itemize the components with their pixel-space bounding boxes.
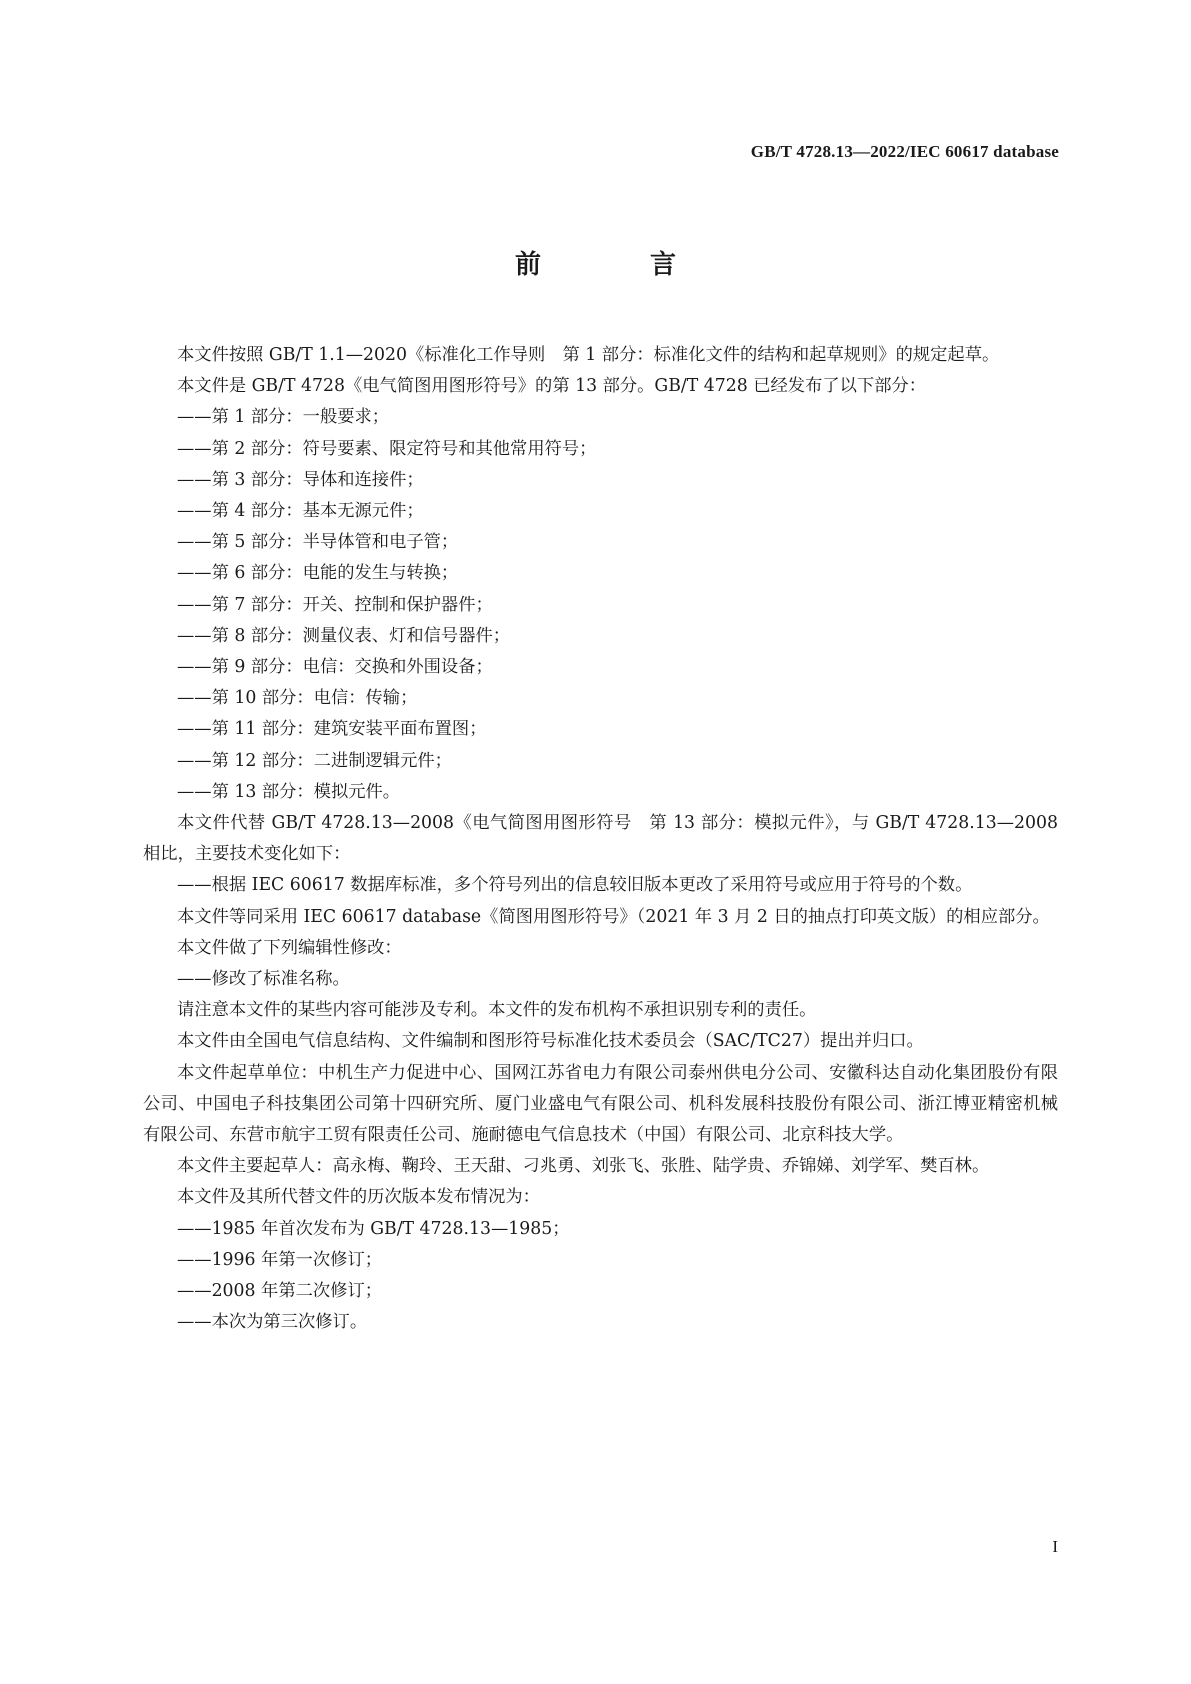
paragraph: 请注意本文件的某些内容可能涉及专利。本文件的发布机构不承担识别专利的责任。	[177, 1000, 817, 1021]
list-item: ——第 2 部分：符号要素、限定符号和其他常用符号；	[177, 438, 597, 459]
paragraph: 本文件及其所代替文件的历次版本发布情况为：	[177, 1187, 540, 1208]
paragraph: 本文件由全国电气信息结构、文件编制和图形符号标准化技术委员会（SAC/TC27）提出并归口。	[177, 1031, 924, 1052]
list-item: ——修改了标准名称。	[177, 969, 350, 990]
paragraph: 本文件主要起草人：高永梅、鞠玲、王天甜、刁兆勇、刘张飞、张胜、陆学贵、乔锦娣、刘学军、樊百林。	[177, 1156, 990, 1177]
paragraph: 本文件起草单位：中机生产力促进中心、国网江苏省电力有限公司泰州供电分公司、安徽科达自动化集团股份有限公司、中国电子科技集团公司第十四研究所、厦门业盛电气有限公司、机科发展科技股份有限公司、浙江博亚精密机械有限公司、东营市航宇工贸有限责任公司、施耐德电气信息技术（中国）有限公司、北京科技大学。	[143, 1062, 1058, 1146]
paragraph: 本文件做了下列编辑性修改：	[177, 937, 402, 958]
list-item: ——第 8 部分：测量仪表、灯和信号器件；	[177, 625, 511, 646]
list-item: ——第 13 部分：模拟元件。	[177, 781, 401, 802]
list-item: ——1985 年首次发布为 GB/T 4728.13—1985；	[177, 1218, 570, 1239]
paragraph: 本文件等同采用 IEC 60617 database《简图用图形符号》（2021 年 3 月 2 日的抽点打印英文版）的相应部分。	[177, 906, 1050, 927]
list-item: ——本次为第三次修订。	[177, 1312, 368, 1333]
list-item: ——第 6 部分：电能的发生与转换；	[177, 563, 459, 584]
list-item: ——第 10 部分：电信：传输；	[177, 688, 418, 709]
document-body	[143, 340, 1058, 1339]
list-item: ——第 4 部分：基本无源元件；	[177, 501, 424, 522]
list-item: ——第 11 部分：建筑安装平面布置图；	[177, 719, 487, 740]
list-item: ——第 7 部分：开关、控制和保护器件；	[177, 594, 493, 615]
list-item: ——第 9 部分：电信：交换和外围设备；	[177, 657, 493, 678]
standard-code: GB/T 4728.13—2022/IEC 60617 database	[750, 142, 1059, 161]
page-title: 前 言	[514, 250, 727, 280]
paragraph: 本文件是 GB/T 4728《电气简图用图形符号》的第 13 部分。GB/T 4728 已经发布了以下部分：	[177, 376, 927, 397]
list-item: ——第 3 部分：导体和连接件；	[177, 469, 424, 490]
list-item: ——根据 IEC 60617 数据库标准，多个符号列出的信息较旧版本更改了采用符号或应用于符号的个数。	[177, 875, 973, 896]
list-item: ——第 12 部分：二进制逻辑元件；	[177, 750, 452, 771]
list-item: ——2008 年第二次修订；	[177, 1281, 383, 1302]
list-item: ——1996 年第一次修订；	[177, 1249, 383, 1270]
list-item: ——第 1 部分：一般要求；	[177, 407, 390, 428]
paragraph: 本文件代替 GB/T 4728.13—2008《电气简图用图形符号 第 13 部分：模拟元件》，与 GB/T 4728.13—2008 相比，主要技术变化如下：	[143, 813, 1058, 865]
page-number: I	[1052, 1537, 1058, 1556]
paragraph: 本文件按照 GB/T 1.1—2020《标准化工作导则 第 1 部分：标准化文件的结构和起草规则》的规定起草。	[177, 345, 1000, 365]
list-item: ——第 5 部分：半导体管和电子管；	[177, 532, 459, 553]
